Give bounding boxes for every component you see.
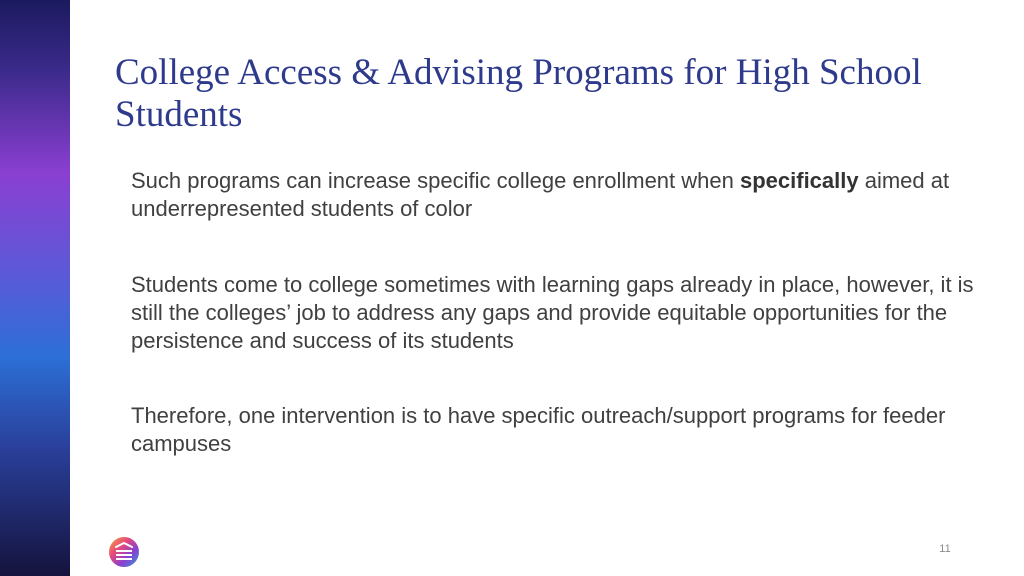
slide-title: College Access & Advising Programs for High School Students xyxy=(115,52,922,135)
paragraph-enrollment-pre: Such programs can increase specific college enrollment when xyxy=(131,168,740,193)
page-number: 11 xyxy=(939,543,951,555)
paragraph-enrollment xyxy=(131,167,981,223)
college-logo-icon xyxy=(108,536,140,568)
paragraph-enrollment-post: aimed at underrepresented students of color xyxy=(131,168,950,221)
paragraph-learning-gaps: Students come to college sometimes with learning gaps already in place, however, it is still the colleges’ job to address any gaps and provide equitable opportunities for the persistence and success of its students xyxy=(131,272,974,353)
paragraph-enrollment-emphasis: specifically xyxy=(739,168,859,193)
decorative-gradient-sidebar xyxy=(0,0,70,576)
paragraph-intervention: Therefore, one intervention is to have specific outreach/support programs for feeder campuses xyxy=(131,403,946,456)
